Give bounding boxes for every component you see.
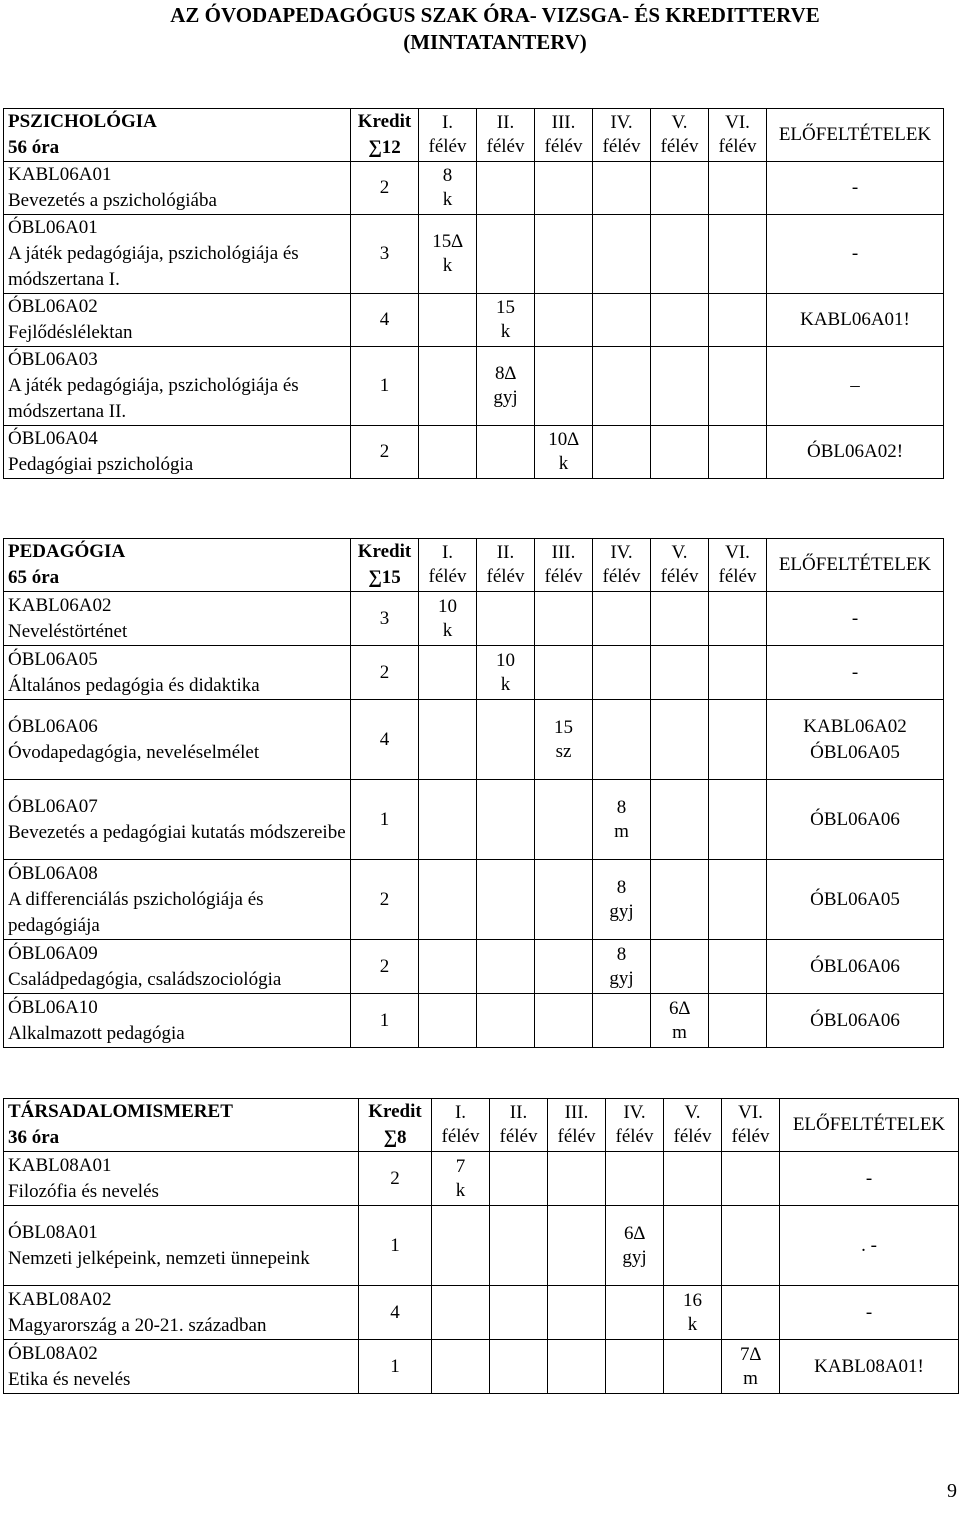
semester-cell: [490, 1206, 548, 1286]
credit-cell: 2: [351, 162, 419, 215]
subject-code: ÓBL06A06: [8, 715, 98, 737]
section-header: [4, 1099, 359, 1152]
semester-header: II. félév: [477, 109, 535, 162]
credit-cell: 4: [351, 294, 419, 347]
semester-cell: 10∆ k: [535, 426, 593, 479]
section-header: [4, 109, 351, 162]
prereq-cell: ÓBL06A06: [767, 994, 944, 1048]
semester-cell: [709, 347, 767, 426]
semester-cell: [651, 162, 709, 215]
semester-cell: [606, 1340, 664, 1394]
prereq-header: ELŐFELTÉTELEK: [767, 109, 944, 162]
semester-cell: [651, 426, 709, 479]
semester-cell: [651, 215, 709, 294]
semester-cell: [477, 592, 535, 646]
semester-cell: [535, 646, 593, 700]
subject-cell: [4, 347, 351, 426]
subject-code: KABL08A01: [8, 1154, 112, 1176]
semester-cell: [651, 347, 709, 426]
prereq-header: ELŐFELTÉTELEK: [767, 539, 944, 592]
semester-cell: [593, 700, 651, 780]
subject-cell: [4, 780, 351, 860]
semester-cell: [593, 215, 651, 294]
subject-code: ÓBL08A02: [8, 1342, 98, 1364]
section-name: TÁRSADALOMISMERET: [8, 1101, 233, 1122]
subject-cell: [4, 1286, 359, 1340]
semester-cell: [664, 1152, 722, 1206]
header-row: [4, 1099, 959, 1152]
kredit-header: [351, 539, 419, 592]
table-row: [4, 1340, 959, 1394]
semester-header: II. félév: [477, 539, 535, 592]
semester-cell: 8 m: [593, 780, 651, 860]
semester-cell: 7∆ m: [722, 1340, 780, 1394]
semester-cell: [548, 1340, 606, 1394]
table-row: [4, 426, 944, 479]
semester-cell: [477, 700, 535, 780]
prereq-cell: -: [780, 1152, 959, 1206]
semester-cell: [419, 347, 477, 426]
table-row: [4, 1286, 959, 1340]
subject-name: Magyarország a 20-21. században: [8, 1314, 267, 1336]
semester-cell: [709, 215, 767, 294]
page-number: 9: [947, 1480, 957, 1502]
section-table-2: [3, 538, 944, 1048]
subject-cell: [4, 426, 351, 479]
semester-cell: 10 k: [419, 592, 477, 646]
semester-header: IV. félév: [606, 1099, 664, 1152]
semester-header: III. félév: [535, 539, 593, 592]
subject-name: Fejlődéslélektan: [8, 322, 133, 343]
subject-code: KABL06A01: [8, 164, 112, 185]
semester-cell: [709, 700, 767, 780]
semester-cell: [419, 940, 477, 994]
credit-cell: 1: [359, 1340, 432, 1394]
semester-cell: [709, 860, 767, 940]
credit-cell: 3: [351, 215, 419, 294]
table-row: [4, 646, 944, 700]
semester-cell: [593, 426, 651, 479]
table-row: [4, 994, 944, 1048]
semester-header: V. félév: [651, 109, 709, 162]
semester-header: IV. félév: [593, 539, 651, 592]
prereq-cell: -: [767, 215, 944, 294]
semester-cell: [419, 426, 477, 479]
subject-code: ÓBL06A09: [8, 942, 98, 964]
semester-cell: [709, 426, 767, 479]
semester-header: VI. félév: [709, 109, 767, 162]
subject-cell: [4, 592, 351, 646]
semester-cell: [709, 162, 767, 215]
semester-cell: 8 gyj: [593, 860, 651, 940]
semester-cell: [709, 646, 767, 700]
semester-header: IV. félév: [593, 109, 651, 162]
semester-cell: [490, 1152, 548, 1206]
section-table-1: [3, 108, 944, 479]
kredit-header: [359, 1099, 432, 1152]
semester-cell: [477, 215, 535, 294]
table-row: [4, 860, 944, 940]
subject-name: A differenciálás pszichológiája és pedagógiája: [8, 888, 264, 936]
prereq-cell: KABL06A01!: [767, 294, 944, 347]
semester-cell: 8 gyj: [593, 940, 651, 994]
credit-cell: 2: [351, 940, 419, 994]
credit-cell: 1: [351, 994, 419, 1048]
prereq-cell: ÓBL06A06: [767, 780, 944, 860]
semester-cell: [664, 1340, 722, 1394]
semester-cell: [606, 1286, 664, 1340]
semester-cell: 15 sz: [535, 700, 593, 780]
semester-cell: [548, 1286, 606, 1340]
semester-cell: [664, 1206, 722, 1286]
semester-cell: 16 k: [664, 1286, 722, 1340]
subject-name: Etika és nevelés: [8, 1368, 131, 1390]
credit-cell: 3: [351, 592, 419, 646]
subject-name: Pedagógiai pszichológia: [8, 454, 194, 475]
section-hours: 65 óra: [8, 567, 60, 588]
subject-code: ÓBL06A04: [8, 428, 98, 449]
kredit-sum: ∑15: [368, 567, 401, 588]
semester-cell: 7 k: [432, 1152, 490, 1206]
semester-header: VI. félév: [709, 539, 767, 592]
subject-code: ÓBL06A08: [8, 862, 98, 884]
credit-cell: 1: [359, 1206, 432, 1286]
page-subtitle: (MINTATANTERV): [403, 30, 587, 54]
semester-header: I. félév: [419, 539, 477, 592]
semester-header: VI. félév: [722, 1099, 780, 1152]
semester-cell: [477, 426, 535, 479]
table-row: [4, 592, 944, 646]
table-row: [4, 1152, 959, 1206]
semester-cell: [535, 940, 593, 994]
prereq-cell: -: [780, 1286, 959, 1340]
semester-header: II. félév: [490, 1099, 548, 1152]
section-header: [4, 539, 351, 592]
prereq-cell: ÓBL06A05: [767, 860, 944, 940]
page-title: AZ ÓVODAPEDAGÓGUS SZAK ÓRA- VIZSGA- ÉS KREDITTERVE: [170, 3, 820, 27]
subject-cell: [4, 1206, 359, 1286]
subject-cell: [4, 162, 351, 215]
semester-cell: [606, 1152, 664, 1206]
subject-cell: [4, 940, 351, 994]
subject-name: Óvodapedagógia, neveléselmélet: [8, 741, 260, 763]
semester-cell: [709, 294, 767, 347]
prereq-cell: -: [767, 592, 944, 646]
semester-cell: [651, 294, 709, 347]
semester-cell: [722, 1206, 780, 1286]
semester-cell: [651, 860, 709, 940]
semester-cell: 6∆ m: [651, 994, 709, 1048]
table-row: [4, 1206, 959, 1286]
subject-code: ÓBL06A03: [8, 349, 98, 370]
prereq-cell: . -: [780, 1206, 959, 1286]
semester-cell: [709, 994, 767, 1048]
kredit-sum: ∑8: [383, 1127, 407, 1148]
subject-code: KABL08A02: [8, 1288, 112, 1310]
semester-cell: [651, 592, 709, 646]
semester-cell: [535, 347, 593, 426]
credit-cell: 1: [351, 347, 419, 426]
subject-code: ÓBL06A07: [8, 795, 98, 817]
subject-code: ÓBL06A05: [8, 648, 98, 670]
subject-cell: [4, 294, 351, 347]
semester-cell: [722, 1152, 780, 1206]
kredit-label: Kredit: [368, 1101, 422, 1122]
section-name: PEDAGÓGIA: [8, 541, 126, 562]
table-row: [4, 940, 944, 994]
semester-header: III. félév: [548, 1099, 606, 1152]
semester-cell: [593, 592, 651, 646]
semester-cell: [651, 940, 709, 994]
subject-cell: [4, 700, 351, 780]
prereq-cell: -: [767, 646, 944, 700]
semester-cell: 6∆ gyj: [606, 1206, 664, 1286]
semester-cell: [535, 994, 593, 1048]
semester-cell: [709, 940, 767, 994]
subject-cell: [4, 860, 351, 940]
subject-code: ÓBL06A01: [8, 217, 98, 238]
semester-header: I. félév: [419, 109, 477, 162]
semester-cell: 15 k: [477, 294, 535, 347]
credit-cell: 1: [351, 780, 419, 860]
prereq-cell: –: [767, 347, 944, 426]
subject-name: Bevezetés a pedagógiai kutatás módszereibe: [8, 821, 346, 843]
semester-cell: [477, 940, 535, 994]
subject-name: Családpedagógia, családszociológia: [8, 968, 282, 990]
kredit-sum: ∑12: [368, 137, 401, 158]
semester-cell: [548, 1206, 606, 1286]
table-row: [4, 347, 944, 426]
semester-cell: 8 k: [419, 162, 477, 215]
semester-cell: [432, 1206, 490, 1286]
credit-cell: 2: [351, 426, 419, 479]
credit-cell: 2: [351, 860, 419, 940]
semester-cell: [709, 780, 767, 860]
section-hours: 36 óra: [8, 1127, 60, 1148]
semester-cell: [419, 994, 477, 1048]
section-name: PSZICHOLÓGIA: [8, 111, 157, 132]
table-row: [4, 780, 944, 860]
table-row: [4, 294, 944, 347]
semester-cell: [593, 994, 651, 1048]
semester-cell: [535, 294, 593, 347]
subject-code: ÓBL08A01: [8, 1221, 98, 1243]
table-row: [4, 700, 944, 780]
semester-cell: 10 k: [477, 646, 535, 700]
subject-name: Bevezetés a pszichológiába: [8, 190, 217, 211]
subject-name: Nemzeti jelképeink, nemzeti ünnepeink: [8, 1247, 310, 1269]
subject-name: A játék pedagógiája, pszichológiája és módszertana II.: [8, 375, 299, 422]
semester-cell: [477, 994, 535, 1048]
header-row: [4, 539, 944, 592]
kredit-label: Kredit: [357, 111, 412, 132]
semester-header: V. félév: [651, 539, 709, 592]
kredit-header: [351, 109, 419, 162]
semester-cell: [593, 294, 651, 347]
section-table-3: [3, 1098, 959, 1394]
subject-cell: [4, 994, 351, 1048]
subject-cell: [4, 646, 351, 700]
semester-cell: [419, 294, 477, 347]
semester-cell: [477, 860, 535, 940]
credit-cell: 4: [359, 1286, 432, 1340]
prereq-cell: KABL08A01!: [780, 1340, 959, 1394]
subject-code: ÓBL06A02: [8, 296, 98, 317]
semester-cell: [477, 162, 535, 215]
table-row: [4, 215, 944, 294]
semester-cell: [709, 592, 767, 646]
subject-code: KABL06A02: [8, 594, 112, 616]
semester-cell: [593, 646, 651, 700]
semester-cell: [419, 780, 477, 860]
credit-cell: 4: [351, 700, 419, 780]
semester-cell: [535, 592, 593, 646]
semester-cell: [535, 780, 593, 860]
prereq-header: ELŐFELTÉTELEK: [780, 1099, 959, 1152]
semester-cell: [490, 1286, 548, 1340]
semester-cell: [548, 1152, 606, 1206]
subject-name: Általános pedagógia és didaktika: [8, 674, 260, 696]
table-row: [4, 162, 944, 215]
semester-cell: [419, 860, 477, 940]
section-hours: 56 óra: [8, 137, 60, 158]
subject-name: A játék pedagógiája, pszichológiája és módszertana I.: [8, 243, 299, 290]
credit-cell: 2: [351, 646, 419, 700]
subject-cell: [4, 215, 351, 294]
semester-cell: [593, 347, 651, 426]
semester-cell: [651, 700, 709, 780]
semester-cell: [535, 860, 593, 940]
semester-cell: 15∆ k: [419, 215, 477, 294]
semester-cell: [490, 1340, 548, 1394]
subject-cell: [4, 1152, 359, 1206]
subject-name: Neveléstörténet: [8, 620, 128, 642]
semester-cell: [477, 780, 535, 860]
semester-header: V. félév: [664, 1099, 722, 1152]
kredit-label: Kredit: [357, 541, 412, 562]
subject-cell: [4, 1340, 359, 1394]
prereq-cell: KABL06A02 ÓBL06A05: [767, 700, 944, 780]
prereq-cell: ÓBL06A02!: [767, 426, 944, 479]
subject-code: ÓBL06A10: [8, 996, 98, 1018]
prereq-cell: ÓBL06A06: [767, 940, 944, 994]
semester-cell: [419, 646, 477, 700]
semester-cell: [593, 162, 651, 215]
semester-cell: [651, 646, 709, 700]
semester-cell: [722, 1286, 780, 1340]
semester-cell: [432, 1286, 490, 1340]
header-row: [4, 109, 944, 162]
semester-cell: 8∆ gyj: [477, 347, 535, 426]
semester-header: I. félév: [432, 1099, 490, 1152]
semester-cell: [651, 780, 709, 860]
prereq-cell: -: [767, 162, 944, 215]
subject-name: Filozófia és nevelés: [8, 1180, 159, 1202]
subject-name: Alkalmazott pedagógia: [8, 1022, 185, 1044]
semester-cell: [432, 1340, 490, 1394]
credit-cell: 2: [359, 1152, 432, 1206]
semester-cell: [535, 215, 593, 294]
semester-cell: [535, 162, 593, 215]
semester-header: III. félév: [535, 109, 593, 162]
semester-cell: [419, 700, 477, 780]
